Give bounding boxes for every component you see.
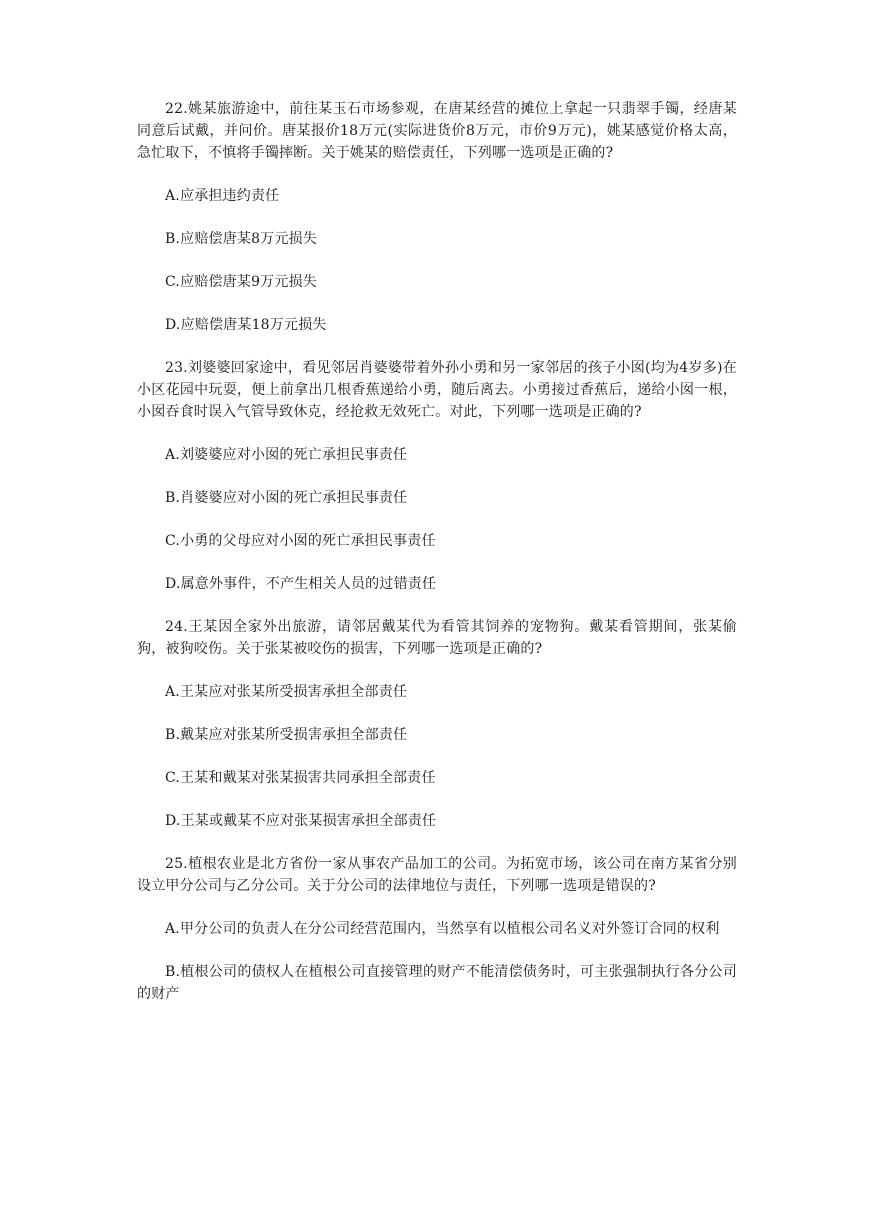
option-a: A.甲分公司的负责人在分公司经营范围内，当然享有以植根公司名义对外签订合同的权利 [165, 921, 720, 937]
option-d: D.王某或戴某不应对张某损害承担全部责任 [165, 813, 437, 829]
option-c: C.小勇的父母应对小囡的死亡承担民事责任 [165, 533, 436, 549]
option-a: A.王某应对张某所受损害承担全部责任 [165, 684, 408, 700]
question-text: 22.姚某旅游途中，前往某玉石市场参观，在唐某经营的摊位上拿起一只翡翠手镯，经唐某同意后试戴，并问价。唐某报价18万元(实际进货价8万元，市价9万元)，姚某感觉价格太高，急忙取下，不慎将手镯摔断。关于姚某的赔偿责任，下列哪一选项是正确的? [137, 101, 737, 161]
question-text: 25.植根农业是北方省份一家从事农产品加工的公司。为拓宽市场，该公司在南方某省分别设立甲分公司与乙分公司。关于分公司的法律地位与责任，下列哪一选项是错误的? [137, 856, 737, 894]
question-24 [137, 616, 737, 832]
question-text: 23.刘婆婆回家途中，看见邻居肖婆婆带着外孙小勇和另一家邻居的孩子小囡(均为4岁多)在小区花园中玩耍，便上前拿出几根香蕉递给小勇，随后离去。小勇接过香蕉后，递给小囡一根，小囡吞食时误入气管导致休克，经抢救无效死亡。对此，下列哪一选项是正确的? [137, 360, 737, 420]
option-a: A.应承担违约责任 [165, 188, 280, 204]
question-22 [137, 98, 737, 336]
option-b: B.植根公司的债权人在植根公司直接管理的财产不能清偿债务时，可主张强制执行各分公司的财产 [137, 964, 737, 1002]
option-d: D.应赔偿唐某18万元损失 [165, 317, 327, 333]
option-b: B.应赔偿唐某8万元损失 [165, 231, 318, 247]
option-b: B.戴某应对张某所受损害承担全部责任 [165, 727, 408, 743]
question-text: 24.王某因全家外出旅游，请邻居戴某代为看管其饲养的宠物狗。戴某看管期间，张某偷狗，被狗咬伤。关于张某被咬伤的损害，下列哪一选项是正确的? [137, 619, 737, 657]
question-25 [137, 853, 737, 1005]
option-b: B.肖婆婆应对小囡的死亡承担民事责任 [165, 490, 408, 506]
option-d: D.属意外事件，不产生相关人员的过错责任 [165, 576, 437, 592]
option-a: A.刘婆婆应对小囡的死亡承担民事责任 [165, 447, 408, 463]
question-23 [137, 357, 737, 595]
option-c: C.王某和戴某对张某损害共同承担全部责任 [165, 770, 436, 786]
option-c: C.应赔偿唐某9万元损失 [165, 274, 317, 290]
document-body [137, 98, 737, 1026]
